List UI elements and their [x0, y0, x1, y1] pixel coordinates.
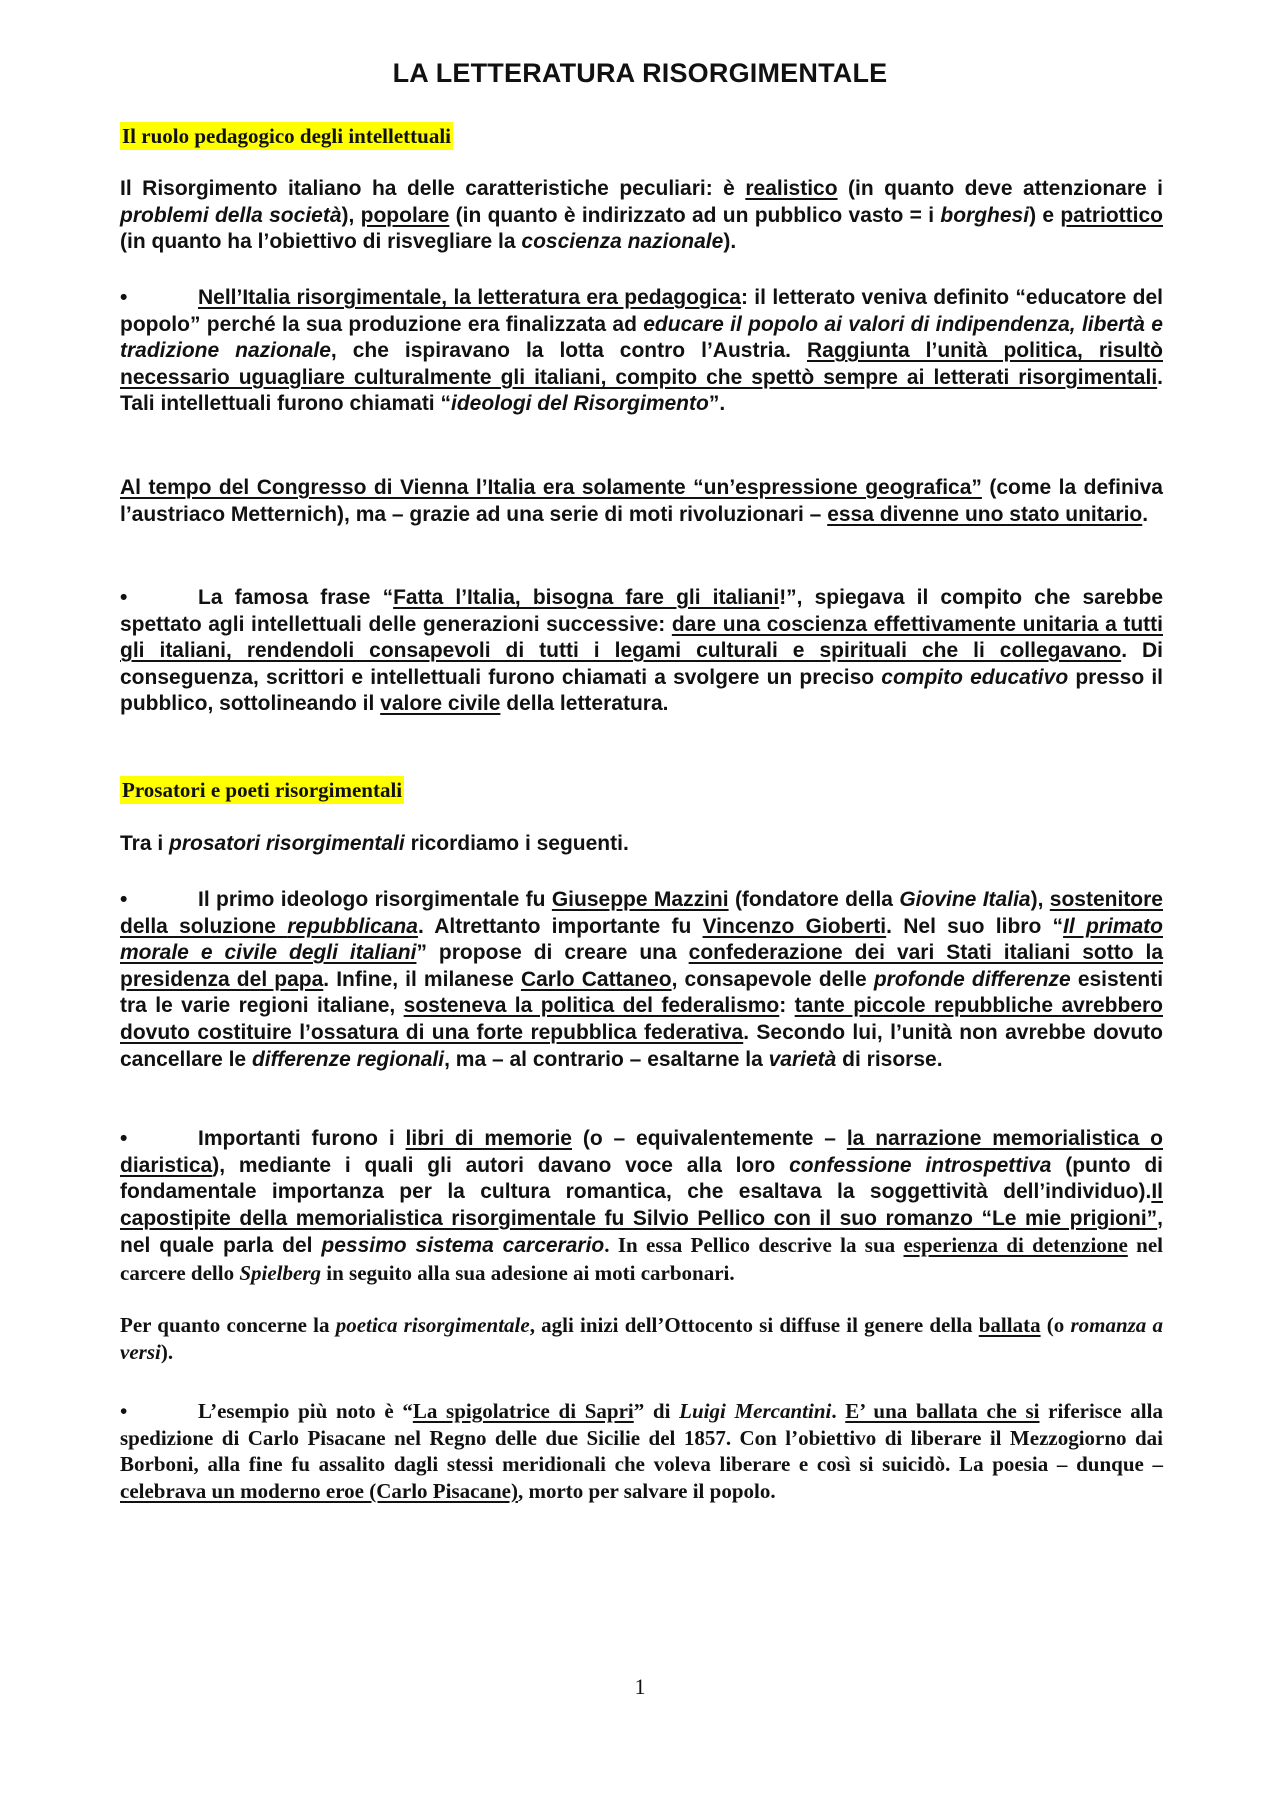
page-number: 1 — [634, 1674, 646, 1699]
paragraph-prosatori-intro: Tra i prosatori risorgimentali ricordiamo i seguenti. — [120, 832, 629, 855]
paragraph-libri-memorie: • Importanti furono i libri di memorie (o – equivalentemente – la narrazione memorialistica o diaristica), mediante i quali gli autori davano voce alla loro confessione introspettiva (punto di fondamentale importanza per la cultura romantica, che esaltava la soggettività dell’individuo).Il capostipite della memorialistica risorgimentale fu Silvio Pellico con il suo romanzo “Le mie prigioni”, nel quale parla del pessimo sistema carcerario. In essa Pellico descrive la sua esperienza di detenzione nel carcere dello Spielberg in seguito alla sua adesione ai moti carbonari. — [120, 1127, 1164, 1285]
bullet-marker: • — [120, 586, 128, 609]
section-heading-prosatori: Prosatori e poeti risorgimentali — [122, 778, 403, 802]
paragraph-spigolatrice-sapri: • L’esempio più noto è “La spigolatrice di Sapri” di Luigi Mercantini. E’ una ballata che si riferisce alla spedizione di Carlo Pisacane nel Regno delle due Sicilie del 1857. Con l’obiettivo di liberare il Mezzogiorno dai Borboni, alla fine fu assalito dagli stessi meridionali che voleva liberare e così si suicidò. La poesia – dunque – celebrava un moderno eroe (Carlo Pisacane), morto per salvare il popolo. — [120, 1399, 1163, 1503]
bullet-marker: • — [120, 1399, 128, 1423]
section-heading-intellettuali: Il ruolo pedagogico degli intellettuali — [122, 124, 451, 148]
paragraph-letteratura-pedagogica: • Nell’Italia risorgimentale, la letteratura era pedagogica: il letterato veniva definito “educatore del popolo” perché la sua produzione era finalizzata ad educare il popolo ai valori di indipendenza, libertà e tradizione nazionale, che ispiravano la lotta contro l’Austria. Raggiunta l’unità politica, risultò necessario uguagliare culturalmente gli italiani, compito che spettò sempre ai letterati risorgimentali. Tali intellettuali furono chiamati “ideologi del Risorgimento”. — [120, 286, 1163, 416]
paragraph-fatta-italia: • La famosa frase “Fatta l’Italia, bisogna fare gli italiani!”, spiegava il compito che sarebbe spettato agli intellettuali delle generazioni successive: dare una coscienza effettivamente unitaria a tutti gli italiani, rendendoli consapevoli di tutti i legami culturali e spirituali che li collegavano. Di conseguenza, scrittori e intellettuali furono chiamati a svolgere un preciso compito educativo presso il pubblico, sottolineando il valore civile della letteratura. — [120, 586, 1164, 716]
page-title: LA LETTERATURA RISORGIMENTALE — [392, 58, 888, 88]
bullet-marker: • — [120, 286, 128, 309]
bullet-marker: • — [120, 888, 128, 911]
paragraph-congresso-vienna: Al tempo del Congresso di Vienna l’Italia era solamente “un’espressione geografica” (come la definiva l’austriaco Metternich), ma – grazie ad una serie di moti rivoluzionari – essa divenne uno stato unitario. — [120, 476, 1163, 526]
paragraph-mazzini-gioberti-cattaneo: • Il primo ideologo risorgimentale fu Giuseppe Mazzini (fondatore della Giovine Italia), sostenitore della soluzione repubblicana. Altrettanto importante fu Vincenzo Gioberti. Nel suo libro “Il primato morale e civile degli italiani” propose di creare una confederazione dei vari Stati italiani sotto la presidenza del papa. Infine, il milanese Carlo Cattaneo, consapevole delle profonde differenze esistenti tra le varie regioni italiane, sosteneva la politica del federalismo: tante piccole repubbliche avrebbero dovuto costituire l’ossatura di una forte repubblica federativa. Secondo lui, l’unità non avrebbe dovuto cancellare le differenze regionali, ma – al contrario – esaltarne la varietà di risorse. — [120, 888, 1164, 1071]
paragraph-poetica-risorgimentale: Per quanto concerne la poetica risorgimentale, agli inizi dell’Ottocento si diffuse il genere della ballata (o romanza a versi). — [120, 1313, 1164, 1364]
bullet-marker: • — [120, 1127, 128, 1150]
paragraph-risorgimento-intro: Il Risorgimento italiano ha delle caratteristiche peculiari: è realistico (in quanto deve attenzionare i problemi della società), popolare (in quanto è indirizzato ad un pubblico vasto = i borghesi) e patriottico (in quanto ha l’obiettivo di risvegliare la coscienza nazionale). — [120, 177, 1164, 254]
